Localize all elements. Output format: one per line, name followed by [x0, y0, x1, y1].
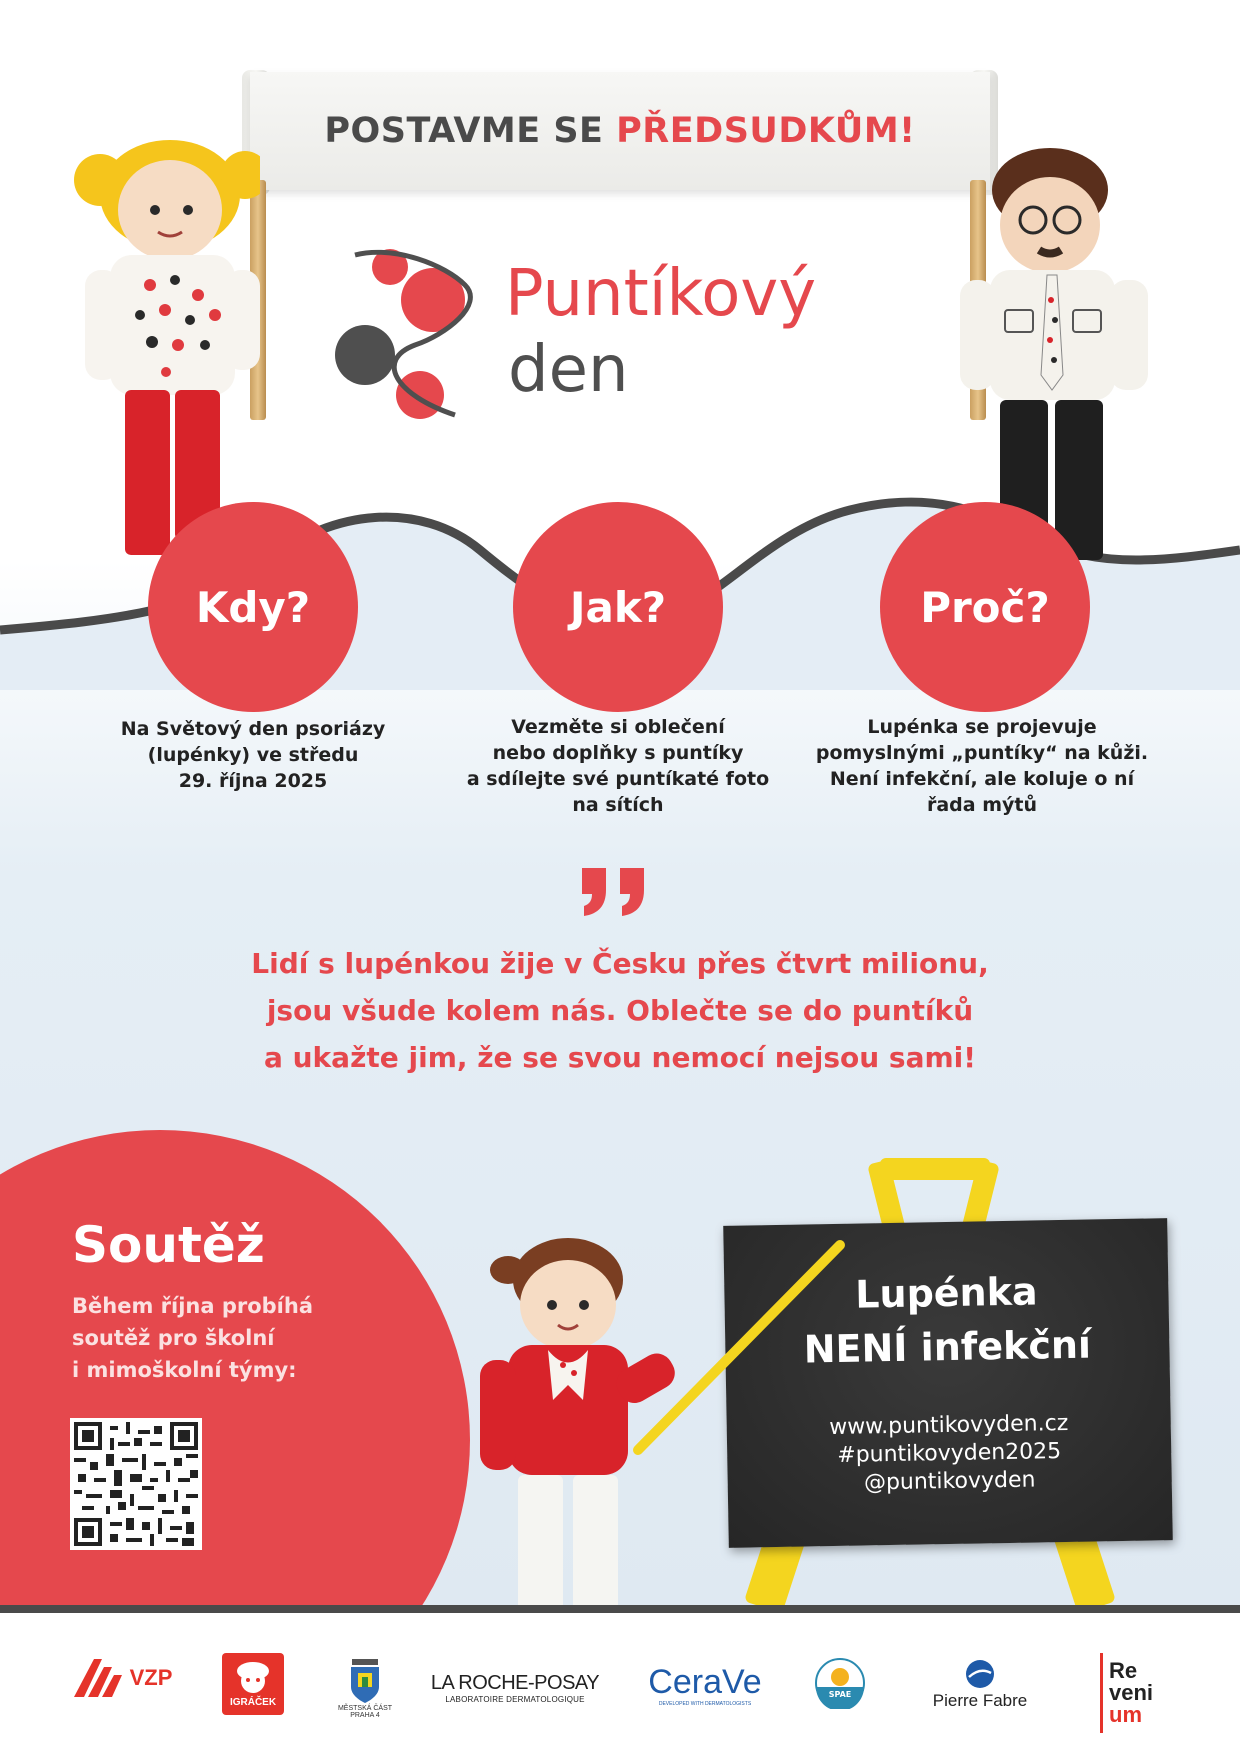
quote-text — [120, 940, 1120, 1081]
toy-figure-girl — [70, 120, 260, 560]
igracek-label: IGRÁČEK — [229, 1696, 277, 1708]
column-text-proc — [812, 714, 1152, 818]
easel-top — [880, 1158, 990, 1180]
partner-spae[interactable] — [812, 1655, 868, 1711]
praha4-label-line2: PRAHA 4 — [350, 1712, 380, 1719]
board-title-line1: Lupénka — [854, 1269, 1038, 1317]
praha4-coat-of-arms-icon — [348, 1659, 382, 1703]
partners-footer — [0, 1613, 1240, 1754]
heading-circle-jak — [513, 502, 723, 712]
partner-pierre-fabre[interactable] — [905, 1655, 1055, 1715]
heading-circle-proc — [880, 502, 1090, 712]
heading-jak: Jak? — [569, 582, 667, 632]
qr-code[interactable] — [70, 1418, 202, 1550]
partner-revenium[interactable] — [1100, 1653, 1180, 1733]
quote-line: jsou všude kolem nás. Oblečte se do puntíků — [266, 994, 974, 1027]
text-line: Lupénka se projevuje — [867, 716, 1097, 738]
text-line: Není infekční, ale koluje o ní — [829, 768, 1135, 790]
laroche-label: LA ROCHE-POSAY — [430, 1672, 600, 1694]
qr-code-icon — [74, 1422, 198, 1546]
website-link[interactable]: www.puntikovyden.cz — [828, 1410, 1069, 1441]
partner-praha4[interactable] — [330, 1649, 400, 1729]
revenium-label-2: veni — [1109, 1680, 1154, 1705]
social-handle: @puntikovyden — [863, 1467, 1036, 1496]
revenium-label-1: Re — [1109, 1658, 1138, 1683]
pierre-fabre-label: Pierre Fabre — [932, 1691, 1028, 1710]
logo-title-line1: Puntíkový — [505, 257, 817, 331]
logo-title-line2: den — [508, 333, 629, 407]
partner-cerave[interactable] — [640, 1657, 770, 1713]
column-text-jak — [448, 714, 788, 818]
cerave-sublabel: DEVELOPED WITH DERMATOLOGISTS — [658, 1701, 752, 1707]
text-line: Vezměte si oblečení — [511, 716, 725, 738]
quote-line: a ukažte jim, že se svou nemocí nejsou sami! — [263, 1041, 977, 1074]
text-line: (lupénky) ve středu — [147, 744, 359, 766]
vzp-logo-icon — [74, 1657, 126, 1699]
board-title-line2: NENÍ infekční — [803, 1322, 1092, 1372]
text-line: nebo doplňky s puntíky — [492, 742, 744, 764]
praha4-label-line1: MĚSTSKÁ ČÁST — [337, 1705, 393, 1712]
banner — [250, 72, 990, 190]
revenium-label-3: um — [1109, 1702, 1142, 1727]
text-line: i mimoškolní týmy: — [72, 1358, 297, 1382]
text-line: pomyslnými „puntíky“ na kůži. — [815, 742, 1149, 764]
partner-igracek[interactable] — [222, 1653, 284, 1715]
vzp-label: VZP — [129, 1665, 173, 1690]
quote-mark-icon — [578, 866, 650, 918]
puntikovy-den-logo-icon — [335, 245, 505, 425]
heading-circle-kdy — [148, 502, 358, 712]
toy-figure-teacher — [468, 1225, 848, 1615]
cerave-label: CeraVe — [648, 1663, 762, 1701]
partner-laroche-posay[interactable] — [425, 1663, 605, 1713]
spae-label: SPAE — [828, 1690, 852, 1699]
column-text-kdy — [83, 716, 423, 794]
text-line: soutěž pro školní — [72, 1326, 275, 1350]
hashtag-text: #puntikovyden2025 — [837, 1439, 1062, 1468]
text-line: Během října probíhá — [72, 1294, 313, 1318]
igracek-logo-icon — [233, 1661, 273, 1697]
quote-line: Lidí s lupénkou žije v Česku přes čtvrt milionu, — [251, 947, 989, 980]
contest-title: Soutěž — [72, 1216, 265, 1274]
pierre-fabre-logo-icon — [965, 1659, 995, 1689]
footer-divider — [0, 1605, 1240, 1613]
text-line: na sítích — [572, 794, 664, 816]
text-line: a sdílejte své puntíkaté foto — [466, 768, 770, 790]
text-line: řada mýtů — [926, 794, 1038, 816]
text-line: 29. října 2025 — [178, 770, 328, 792]
heading-proc: Proč? — [920, 582, 1050, 632]
laroche-sublabel: LABORATOIRE DERMATOLOGIQUE — [445, 1695, 585, 1704]
text-line: Na Světový den psoriázy — [120, 718, 386, 740]
contest-text — [72, 1290, 372, 1386]
partner-vzp[interactable] — [68, 1653, 178, 1703]
spae-logo-icon — [814, 1657, 866, 1709]
banner-title: POSTAVME SE PŘEDSUDKŮM! — [324, 111, 916, 151]
heading-kdy: Kdy? — [195, 582, 311, 632]
